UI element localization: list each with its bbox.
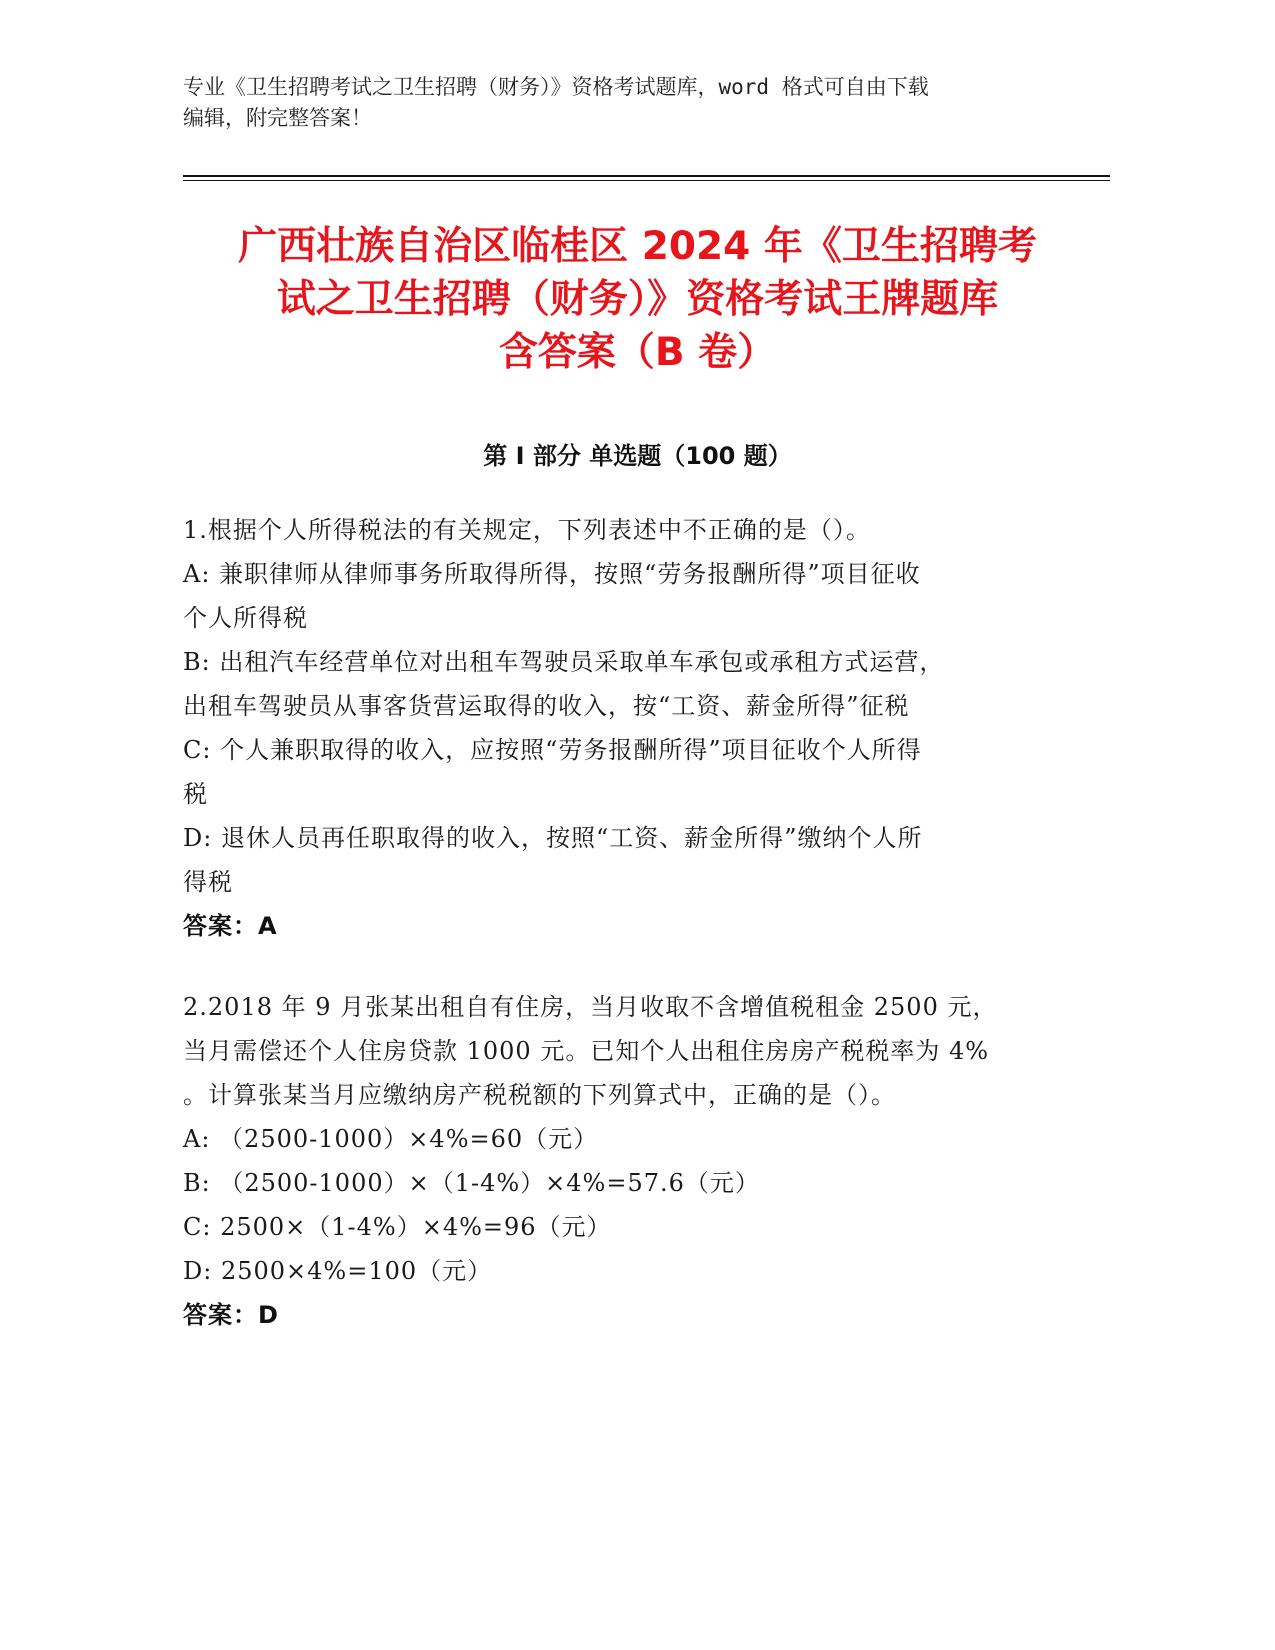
option-c: [183, 728, 1063, 816]
question-1: [183, 508, 1063, 948]
option-a-line-2: 个人所得税: [183, 604, 308, 632]
header-rule-thin: [183, 180, 1110, 181]
option-d: D: 2500×4%=100（元）: [183, 1257, 493, 1285]
document-title: [160, 220, 1115, 379]
question-stem-line-3: 。计算张某当月应缴纳房产税税额的下列算式中，正确的是（）。: [183, 1081, 896, 1109]
header-rule-thick: [183, 175, 1110, 177]
option-b: B: （2500-1000）×（1-4%）×4%=57.6（元）: [183, 1169, 760, 1197]
option-b-line-1: B: 出租汽车经营单位对出租车驾驶员采取单车承包或承租方式运营，: [183, 648, 945, 676]
option-a-line-1: A: 兼职律师从律师事务所取得所得，按照“劳务报酬所得”项目征收: [183, 560, 921, 588]
section-title: 第 I 部分 单选题（100 题）: [483, 442, 792, 470]
header-note: [183, 72, 1063, 134]
option-a: A: （2500-1000）×4%=60（元）: [183, 1125, 599, 1153]
option-a: [183, 552, 1063, 640]
title-line-1: 广西壮族自治区临桂区 2024 年《卫生招聘考: [238, 224, 1037, 269]
title-line-3: 含答案（B 卷）: [498, 330, 777, 375]
question-stem: 1.根据个人所得税法的有关规定，下列表述中不正确的是（）。: [183, 516, 871, 544]
header-note-line-2: 编辑，附完整答案！: [183, 106, 372, 130]
answer: 答案：D: [183, 1301, 279, 1329]
answer: 答案：A: [183, 912, 278, 940]
option-d-line-1: D: 退休人员再任职取得的收入，按照“工资、薪金所得”缴纳个人所: [183, 824, 923, 852]
title-line-2: 试之卫生招聘（财务）》资格考试王牌题库: [276, 277, 999, 322]
option-c-line-2: 税: [183, 780, 208, 808]
question-2: [183, 985, 1063, 1337]
option-d: [183, 816, 1063, 904]
option-c-line-1: C: 个人兼职取得的收入，应按照“劳务报酬所得”项目征收个人所得: [183, 736, 922, 764]
header-note-line-1: 专业《卫生招聘考试之卫生招聘（财务）》资格考试题库，word 格式可自由下载: [183, 75, 929, 99]
question-stem-line-1: 2.2018 年 9 月张某出租自有住房，当月收取不含增值税租金 2500 元，: [183, 993, 998, 1021]
option-b: [183, 640, 1063, 728]
option-c: C: 2500×（1-4%）×4%=96（元）: [183, 1213, 612, 1241]
option-b-line-2: 出租车驾驶员从事客货营运取得的收入，按“工资、薪金所得”征税: [183, 692, 910, 720]
question-stem-line-2: 当月需偿还个人住房贷款 1000 元。已知个人出租住房房产税税率为 4%: [183, 1037, 990, 1065]
option-d-line-2: 得税: [183, 868, 233, 896]
